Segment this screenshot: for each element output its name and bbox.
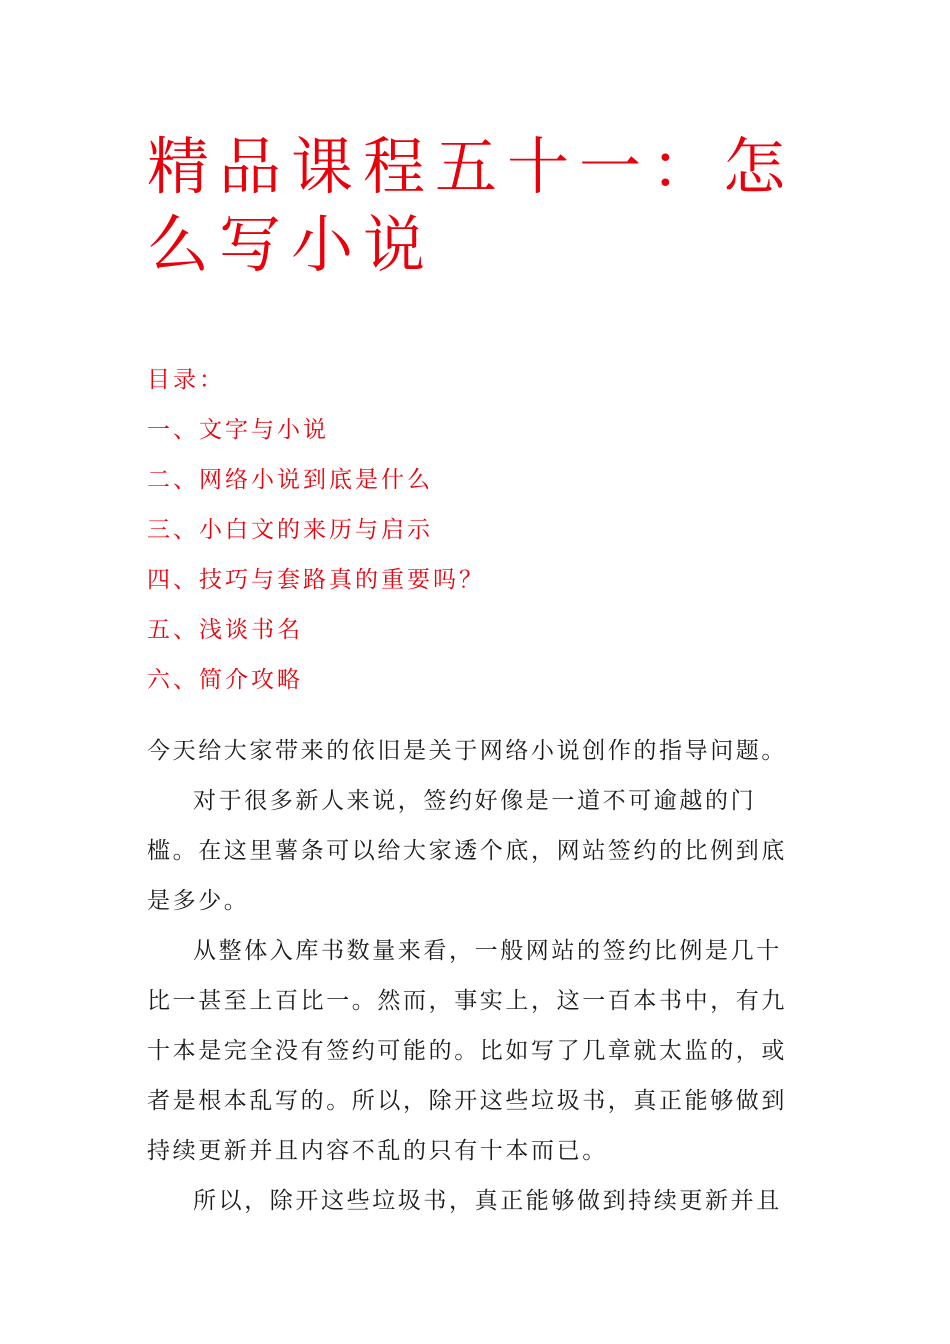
paragraph-intro: 今天给大家带来的依旧是关于网络小说创作的指导问题。 bbox=[147, 738, 787, 764]
toc-item-1: 一、文字与小说 bbox=[147, 417, 329, 443]
toc-item-5: 五、浅谈书名 bbox=[147, 617, 303, 643]
table-of-contents bbox=[147, 355, 827, 705]
document-title: 精品课程五十一：怎么写小说 bbox=[147, 130, 796, 281]
toc-item-2: 二、网络小说到底是什么 bbox=[147, 467, 433, 493]
toc-item-6: 六、简介攻略 bbox=[147, 667, 303, 693]
paragraph-signing: 对于很多新人来说，签约好像是一道不可逾越的门槛。在这里薯条可以给大家透个底，网站签约的比例到底是多少。 bbox=[147, 788, 787, 914]
paragraph-ratio: 从整体入库书数量来看，一般网站的签约比例是几十比一甚至上百比一。然而，事实上，这一百本书中，有九十本是完全没有签约可能的。比如写了几章就太监的，或者是根本乱写的。所以，除开这些垃圾书，真正能够做到持续更新并且内容不乱的只有十本而已。 bbox=[147, 938, 787, 1164]
paragraph-continuation: 所以，除开这些垃圾书，真正能够做到持续更新并且 bbox=[193, 1188, 782, 1214]
toc-item-3: 三、小白文的来历与启示 bbox=[147, 517, 433, 543]
toc-heading: 目录： bbox=[147, 367, 225, 393]
body-text bbox=[147, 726, 807, 1226]
toc-item-4: 四、技巧与套路真的重要吗？ bbox=[147, 567, 485, 593]
